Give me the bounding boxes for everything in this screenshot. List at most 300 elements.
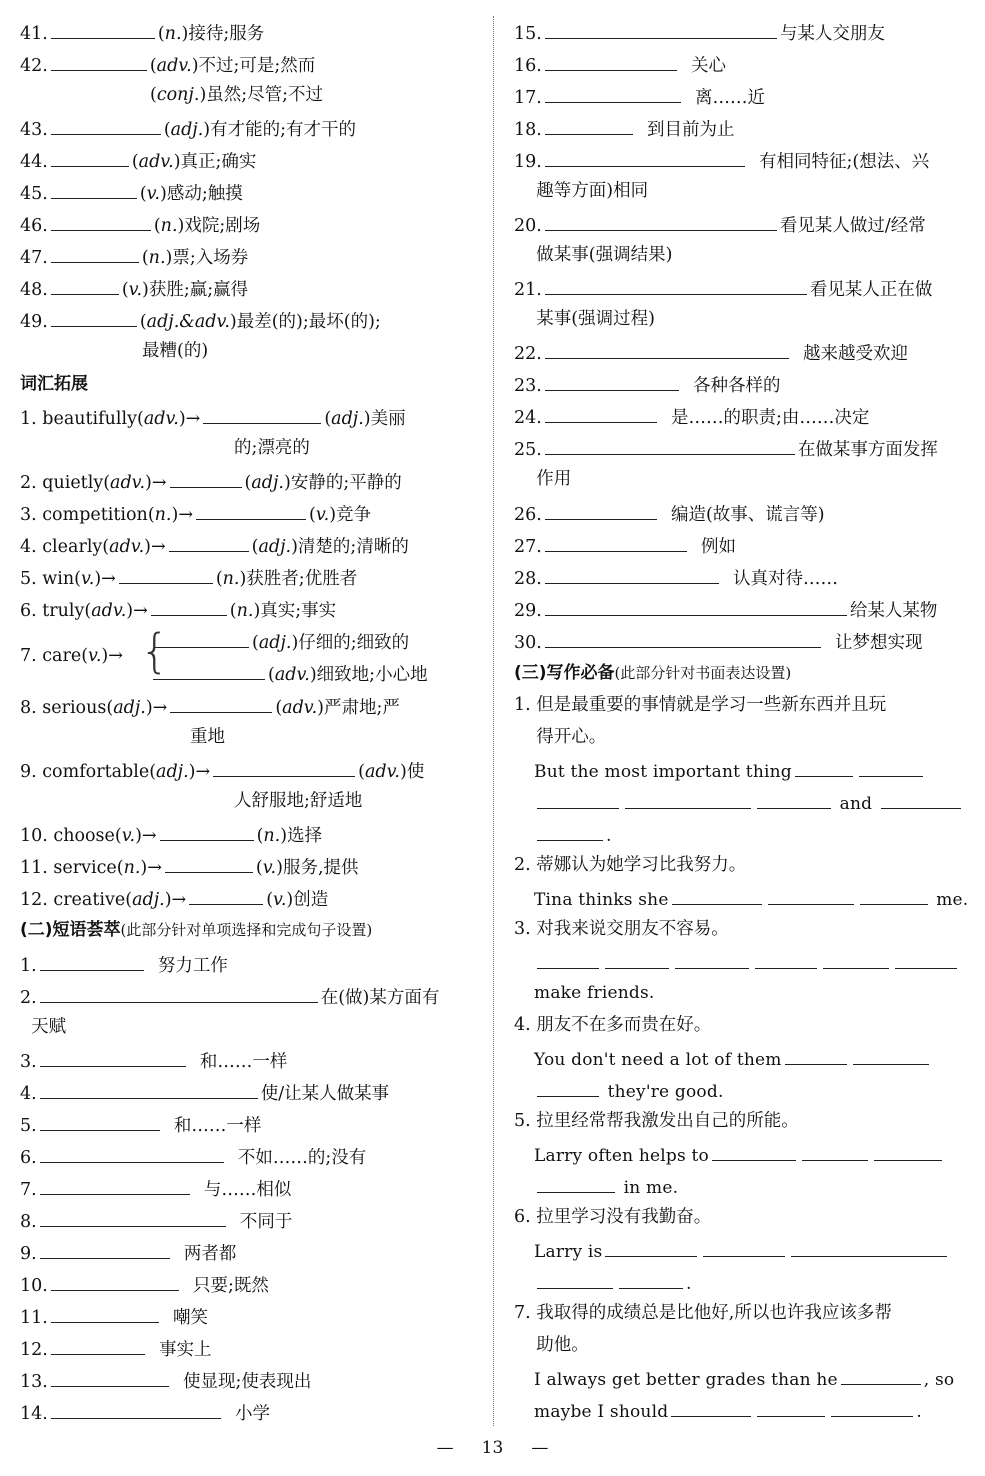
- item-text: 越来越受欢迎: [791, 344, 908, 364]
- answer-blank[interactable]: [165, 854, 253, 873]
- answer-blank[interactable]: [545, 404, 657, 423]
- item-text: 1. 但是最重要的事情就是学习一些新东西并且玩: [514, 695, 887, 715]
- exercise-line: [514, 1238, 950, 1263]
- answer-blank[interactable]: [40, 1240, 170, 1259]
- english-text: But the most important thing: [534, 762, 792, 782]
- answer-blank[interactable]: [545, 629, 821, 648]
- answer-blank[interactable]: [40, 1048, 186, 1067]
- exercise-line: [20, 1016, 66, 1038]
- item-number: 43.: [20, 120, 48, 140]
- item-text: 11. service(n.)→: [20, 858, 162, 878]
- item-text: 和……一样: [188, 1052, 288, 1072]
- answer-blank[interactable]: [545, 565, 719, 584]
- answer-blank[interactable]: [160, 822, 254, 841]
- exercise-line: [20, 501, 371, 526]
- item-number: 42.: [20, 56, 48, 76]
- answer-blank[interactable]: [545, 52, 677, 71]
- english-text: .: [606, 826, 612, 846]
- exercise-line: [514, 468, 571, 490]
- exercise-line: [20, 952, 228, 977]
- exercise-line: [514, 372, 780, 397]
- item-text: (adv.)使: [358, 762, 425, 782]
- item-text: 与……相似: [192, 1180, 292, 1200]
- item-number: 9.: [20, 1244, 37, 1264]
- item-text: 12. creative(adj.)→: [20, 890, 187, 910]
- answer-blank[interactable]: [545, 276, 807, 295]
- exercise-line: [20, 1336, 211, 1361]
- answer-blank[interactable]: [785, 1046, 847, 1065]
- item-number: 47.: [20, 248, 48, 268]
- exercise-line: [514, 918, 729, 940]
- column-divider: [493, 16, 494, 1426]
- answer-blank[interactable]: [802, 1142, 868, 1161]
- item-text: (adj.&adv.)最差(的);最坏(的);: [139, 312, 381, 332]
- answer-blank[interactable]: [40, 1176, 190, 1195]
- answer-blank[interactable]: [545, 340, 789, 359]
- answer-blank[interactable]: [537, 822, 603, 841]
- answer-blank[interactable]: [545, 212, 777, 231]
- item-text: 与某人交朋友: [779, 24, 885, 44]
- item-text: (conj.)虽然;尽管;不过: [150, 85, 324, 105]
- exercise-line: [20, 1208, 292, 1233]
- item-number: 18.: [514, 120, 542, 140]
- answer-blank[interactable]: [545, 436, 795, 455]
- item-text: 8. serious(adj.)→: [20, 698, 168, 718]
- item-text: 得开心。: [514, 727, 607, 747]
- item-number: 21.: [514, 280, 542, 300]
- item-text: 给某人某物: [849, 601, 938, 621]
- item-text: 3. 对我来说交朋友不容易。: [514, 919, 729, 939]
- answer-blank[interactable]: [859, 758, 923, 777]
- exercise-line: [20, 1272, 269, 1297]
- item-number: 29.: [514, 601, 542, 621]
- heading-note: (此部分针对书面表达设置): [614, 664, 792, 682]
- answer-blank[interactable]: [196, 501, 306, 520]
- item-text: (adv.)真正;确实: [131, 152, 257, 172]
- exercise-line: [20, 597, 336, 622]
- exercise-line: [514, 950, 960, 975]
- answer-blank[interactable]: [625, 790, 751, 809]
- answer-blank[interactable]: [51, 244, 139, 263]
- item-text: 嘲笑: [161, 1308, 208, 1328]
- item-text: 例如: [689, 537, 736, 557]
- answer-blank[interactable]: [537, 790, 619, 809]
- answer-blank[interactable]: [203, 405, 321, 424]
- item-text: 1. beautifully(adv.)→: [20, 409, 201, 429]
- english-text: Larry is: [534, 1242, 603, 1262]
- item-number: 44.: [20, 152, 48, 172]
- exercise-line: [514, 1046, 932, 1071]
- exercise-line: [514, 597, 937, 622]
- item-text: 做某事(强调结果): [514, 245, 673, 265]
- answer-blank[interactable]: [537, 1078, 599, 1097]
- answer-blank[interactable]: [213, 758, 355, 777]
- item-text: (v.)服务,提供: [255, 858, 359, 878]
- answer-blank[interactable]: [51, 1272, 179, 1291]
- item-number: 8.: [20, 1212, 37, 1232]
- answer-blank[interactable]: [795, 758, 853, 777]
- answer-blank[interactable]: [51, 1304, 159, 1323]
- exercise-line: [514, 404, 869, 429]
- answer-blank[interactable]: [881, 790, 961, 809]
- item-text: 6. 拉里学习没有我勤奋。: [514, 1207, 712, 1227]
- answer-blank[interactable]: [671, 1398, 751, 1417]
- exercise-line: [20, 52, 315, 77]
- answer-blank[interactable]: [119, 565, 213, 584]
- answer-blank[interactable]: [170, 694, 272, 713]
- item-text: 小学: [223, 1404, 270, 1424]
- exercise-line: [514, 694, 886, 716]
- exercise-line: [514, 148, 929, 173]
- exercise-line: [20, 437, 310, 459]
- answer-blank[interactable]: [51, 148, 129, 167]
- item-text: (v.)感动;触摸: [139, 184, 243, 204]
- english-text: , so: [923, 1370, 955, 1390]
- exercise-line: [20, 1304, 208, 1329]
- answer-blank[interactable]: [51, 52, 147, 71]
- item-text: 到目前为止: [635, 120, 735, 140]
- answer-blank[interactable]: [545, 372, 679, 391]
- answer-blank[interactable]: [831, 1398, 913, 1417]
- answer-blank[interactable]: [619, 1270, 683, 1289]
- exercise-line: [514, 1334, 589, 1356]
- answer-blank[interactable]: [672, 886, 762, 905]
- exercise-line: [514, 308, 655, 330]
- answer-blank[interactable]: [545, 533, 687, 552]
- answer-blank[interactable]: [768, 886, 854, 905]
- item-number: 46.: [20, 216, 48, 236]
- answer-blank[interactable]: [537, 950, 599, 969]
- item-text: 5. win(v.)→: [20, 569, 116, 589]
- answer-blank[interactable]: [791, 1238, 947, 1257]
- exercise-line: [20, 854, 359, 879]
- answer-blank[interactable]: [703, 1238, 785, 1257]
- item-number: 45.: [20, 184, 48, 204]
- exercise-line: [20, 84, 323, 106]
- answer-blank[interactable]: [545, 84, 681, 103]
- exercise-line: [514, 790, 964, 815]
- answer-blank[interactable]: [712, 1142, 796, 1161]
- exercise-line: [20, 20, 264, 45]
- item-text: (v.)创造: [266, 890, 329, 910]
- item-text: 离……近: [683, 88, 765, 108]
- item-number: 23.: [514, 376, 542, 396]
- item-text: 4. 朋友不在多而贵在好。: [514, 1015, 712, 1035]
- exercise-line: [514, 1398, 922, 1423]
- exercise-line: [20, 340, 208, 362]
- item-text: (adj.)安静的;平静的: [244, 473, 402, 493]
- item-text: 在(做)某方面有: [320, 988, 440, 1008]
- item-number: 14.: [20, 1404, 48, 1424]
- item-text: 和……一样: [162, 1116, 262, 1136]
- item-text: (adj.)清楚的;清晰的: [251, 537, 409, 557]
- section-heading: [514, 662, 791, 684]
- exercise-line: [20, 148, 256, 173]
- item-text: (adj.)仔细的;细致的: [252, 633, 410, 653]
- exercise-line: [20, 180, 243, 205]
- item-text: 作用: [514, 469, 572, 489]
- exercise-line: [20, 212, 260, 237]
- answer-blank[interactable]: [545, 597, 847, 616]
- exercise-line: [20, 1368, 311, 1393]
- exercise-line: [20, 790, 362, 812]
- answer-blank[interactable]: [545, 501, 657, 520]
- item-text: 4. clearly(adv.)→: [20, 537, 166, 557]
- exercise-line: [514, 629, 922, 654]
- answer-blank[interactable]: [153, 661, 265, 680]
- item-text: 助他。: [514, 1335, 589, 1355]
- answer-blank[interactable]: [757, 790, 831, 809]
- item-number: 10.: [20, 1276, 48, 1296]
- item-number: 22.: [514, 344, 542, 364]
- item-number: 5.: [20, 1116, 37, 1136]
- exercise-line: [20, 533, 409, 558]
- english-text: me.: [930, 890, 969, 910]
- exercise-line: [20, 1400, 270, 1425]
- heading-text: (二)短语荟萃: [20, 920, 121, 940]
- english-text: they're good.: [602, 1082, 724, 1102]
- exercise-line: [514, 1014, 711, 1036]
- item-text: 使/让某人做某事: [260, 1084, 390, 1104]
- exercise-line: [514, 52, 726, 77]
- english-text: You don't need a lot of them: [534, 1050, 782, 1070]
- item-number: 24.: [514, 408, 542, 428]
- exercise-line: [20, 661, 428, 686]
- item-text: 的;漂亮的: [234, 438, 310, 458]
- exercise-line: [20, 244, 248, 269]
- answer-blank[interactable]: [51, 1336, 145, 1355]
- english-text: in me.: [618, 1178, 679, 1198]
- answer-blank[interactable]: [51, 20, 155, 39]
- exercise-line: [20, 1240, 236, 1265]
- answer-blank[interactable]: [853, 1046, 929, 1065]
- answer-blank[interactable]: [605, 1238, 697, 1257]
- item-text: 9. comfortable(adj.)→: [20, 762, 211, 782]
- answer-blank[interactable]: [895, 950, 957, 969]
- exercise-line: [20, 758, 424, 783]
- item-text: 5. 拉里经常帮我激发出自己的所能。: [514, 1111, 799, 1131]
- answer-blank[interactable]: [51, 116, 161, 135]
- exercise-line: [20, 276, 248, 301]
- exercise-line: [514, 854, 746, 876]
- answer-blank[interactable]: [823, 950, 889, 969]
- item-number: 20.: [514, 216, 542, 236]
- item-number: 30.: [514, 633, 542, 653]
- item-text: 10. choose(v.)→: [20, 826, 157, 846]
- item-text: 事实上: [147, 1340, 212, 1360]
- item-text: (adj.)有才能的;有才干的: [163, 120, 357, 140]
- exercise-line: [20, 886, 328, 911]
- item-text: 编造(故事、谎言等): [659, 505, 825, 525]
- answer-blank[interactable]: [40, 1144, 224, 1163]
- item-text: (adv.)细致地;小心地: [268, 665, 428, 685]
- exercise-line: [514, 982, 655, 1004]
- item-text: 两者都: [172, 1244, 237, 1264]
- brace: {: [140, 624, 170, 678]
- item-text: 人舒服地;舒适地: [234, 791, 363, 811]
- answer-blank[interactable]: [40, 1208, 226, 1227]
- english-text: Tina thinks she: [534, 890, 669, 910]
- answer-blank[interactable]: [860, 886, 928, 905]
- item-number: 16.: [514, 56, 542, 76]
- item-text: (adv.)严肃地;严: [275, 698, 400, 718]
- english-text: make friends.: [534, 983, 655, 1003]
- exercise-line: [20, 405, 406, 430]
- item-text: 在做某事方面发挥: [797, 440, 938, 460]
- answer-blank[interactable]: [51, 180, 137, 199]
- english-text: maybe I should: [534, 1402, 669, 1422]
- exercise-line: [514, 84, 765, 109]
- item-text: 2. 蒂娜认为她学习比我努力。: [514, 855, 747, 875]
- answer-blank[interactable]: [170, 469, 242, 488]
- item-text: 是……的职责;由……决定: [659, 408, 870, 428]
- item-number: 6.: [20, 1148, 37, 1168]
- item-text: 关心: [679, 56, 726, 76]
- exercise-line: [20, 822, 322, 847]
- item-text: (n.)戏院;剧场: [153, 216, 261, 236]
- item-text: 看见某人正在做: [809, 280, 933, 300]
- item-text: (v.)获胜;赢;赢得: [121, 280, 249, 300]
- answer-blank[interactable]: [40, 984, 318, 1003]
- answer-blank[interactable]: [545, 20, 777, 39]
- exercise-line: [514, 212, 926, 237]
- item-text: 天赋: [20, 1017, 67, 1037]
- item-text: 不如……的;没有: [226, 1148, 367, 1168]
- exercise-line: [514, 20, 885, 45]
- exercise-line: [20, 726, 225, 748]
- exercise-line: [514, 1078, 724, 1103]
- item-text: 2. quietly(adv.)→: [20, 473, 167, 493]
- answer-blank[interactable]: [757, 1398, 825, 1417]
- exercise-line: [514, 758, 926, 783]
- item-number: 27.: [514, 537, 542, 557]
- item-text: 某事(强调过程): [514, 309, 655, 329]
- answer-blank[interactable]: [40, 1080, 258, 1099]
- item-text: (adv.)不过;可是;然而: [149, 56, 316, 76]
- item-text: 7. care(v.)→: [20, 646, 123, 666]
- answer-blank[interactable]: [605, 950, 669, 969]
- exercise-line: [514, 1366, 954, 1391]
- exercise-line: [514, 1302, 892, 1324]
- item-text: 趣等方面)相同: [514, 181, 649, 201]
- item-text: (adj.)美丽: [324, 409, 406, 429]
- exercise-line: [20, 1080, 389, 1105]
- item-text: 7. 我取得的成绩总是比他好,所以也许我应该多帮: [514, 1303, 892, 1323]
- english-text: Larry often helps to: [534, 1146, 709, 1166]
- answer-blank[interactable]: [51, 1368, 169, 1387]
- item-text: 努力工作: [146, 956, 228, 976]
- item-number: 3.: [20, 1052, 37, 1072]
- answer-blank[interactable]: [537, 1174, 615, 1193]
- item-text: 最糟(的): [142, 341, 209, 361]
- item-number: 49.: [20, 312, 48, 332]
- item-number: 7.: [20, 1180, 37, 1200]
- item-text: (n.)真实;事实: [229, 601, 337, 621]
- item-text: 看见某人做过/经常: [779, 216, 926, 236]
- answer-blank[interactable]: [841, 1366, 921, 1385]
- item-number: 19.: [514, 152, 542, 172]
- exercise-line: [514, 340, 908, 365]
- english-text: .: [916, 1402, 922, 1422]
- answer-blank[interactable]: [537, 1270, 613, 1289]
- exercise-line: [20, 469, 402, 494]
- answer-blank[interactable]: [51, 276, 119, 295]
- exercise-line: [20, 1144, 366, 1169]
- item-text: 有相同特征;(想法、兴: [747, 152, 930, 172]
- exercise-line: [514, 1110, 799, 1132]
- answer-blank[interactable]: [40, 952, 144, 971]
- answer-blank[interactable]: [189, 886, 263, 905]
- exercise-line: [514, 244, 672, 266]
- item-number: 2.: [20, 988, 37, 1008]
- item-number: 11.: [20, 1308, 48, 1328]
- item-text: 使显现;使表现出: [171, 1372, 312, 1392]
- exercise-line: [514, 501, 825, 526]
- exercise-line: [20, 308, 381, 333]
- item-number: 41.: [20, 24, 48, 44]
- item-text: (n.)票;入场券: [141, 248, 249, 268]
- answer-blank[interactable]: [51, 1400, 221, 1419]
- exercise-line: [20, 116, 356, 141]
- item-text: 各种各样的: [681, 376, 781, 396]
- answer-blank[interactable]: [151, 597, 227, 616]
- exercise-line: [514, 180, 648, 202]
- exercise-line: [514, 1174, 678, 1199]
- item-number: 48.: [20, 280, 48, 300]
- item-text: (v.)竞争: [309, 505, 372, 525]
- item-number: 1.: [20, 956, 37, 976]
- exercise-line: [514, 1270, 692, 1295]
- exercise-line: [514, 1142, 945, 1167]
- item-text: 认真对待……: [721, 569, 838, 589]
- item-text: 只要;既然: [181, 1276, 269, 1296]
- answer-blank[interactable]: [545, 148, 745, 167]
- exercise-line: [20, 1048, 287, 1073]
- item-number: 15.: [514, 24, 542, 44]
- item-number: 26.: [514, 505, 542, 525]
- exercise-line: [514, 822, 612, 847]
- section-heading: [20, 919, 372, 941]
- answer-blank[interactable]: [675, 950, 749, 969]
- item-text: (n.)获胜者;优胜者: [215, 569, 358, 589]
- section-heading: [20, 373, 88, 395]
- exercise-line: [514, 886, 968, 911]
- exercise-line: [514, 116, 734, 141]
- item-text: (n.)接待;服务: [157, 24, 265, 44]
- item-text: 6. truly(adv.)→: [20, 601, 148, 621]
- exercise-line: [20, 565, 357, 590]
- answer-blank[interactable]: [169, 533, 249, 552]
- answer-blank[interactable]: [545, 116, 633, 135]
- heading-text: 词汇拓展: [20, 374, 88, 394]
- exercise-line: [514, 533, 736, 558]
- english-text: I always get better grades than he: [534, 1370, 838, 1390]
- page-number: — 13 —: [436, 1438, 549, 1458]
- exercise-line: [20, 1176, 291, 1201]
- answer-blank[interactable]: [51, 212, 151, 231]
- answer-blank[interactable]: [51, 308, 137, 327]
- exercise-line: [20, 1112, 261, 1137]
- item-text: (n.)选择: [256, 826, 323, 846]
- item-text: 3. competition(n.)→: [20, 505, 193, 525]
- item-number: 17.: [514, 88, 542, 108]
- answer-blank[interactable]: [755, 950, 817, 969]
- exercise-line: [514, 436, 938, 461]
- exercise-line: [514, 1206, 711, 1228]
- item-text: 不同于: [228, 1212, 293, 1232]
- answer-blank[interactable]: [40, 1112, 160, 1131]
- answer-blank[interactable]: [874, 1142, 942, 1161]
